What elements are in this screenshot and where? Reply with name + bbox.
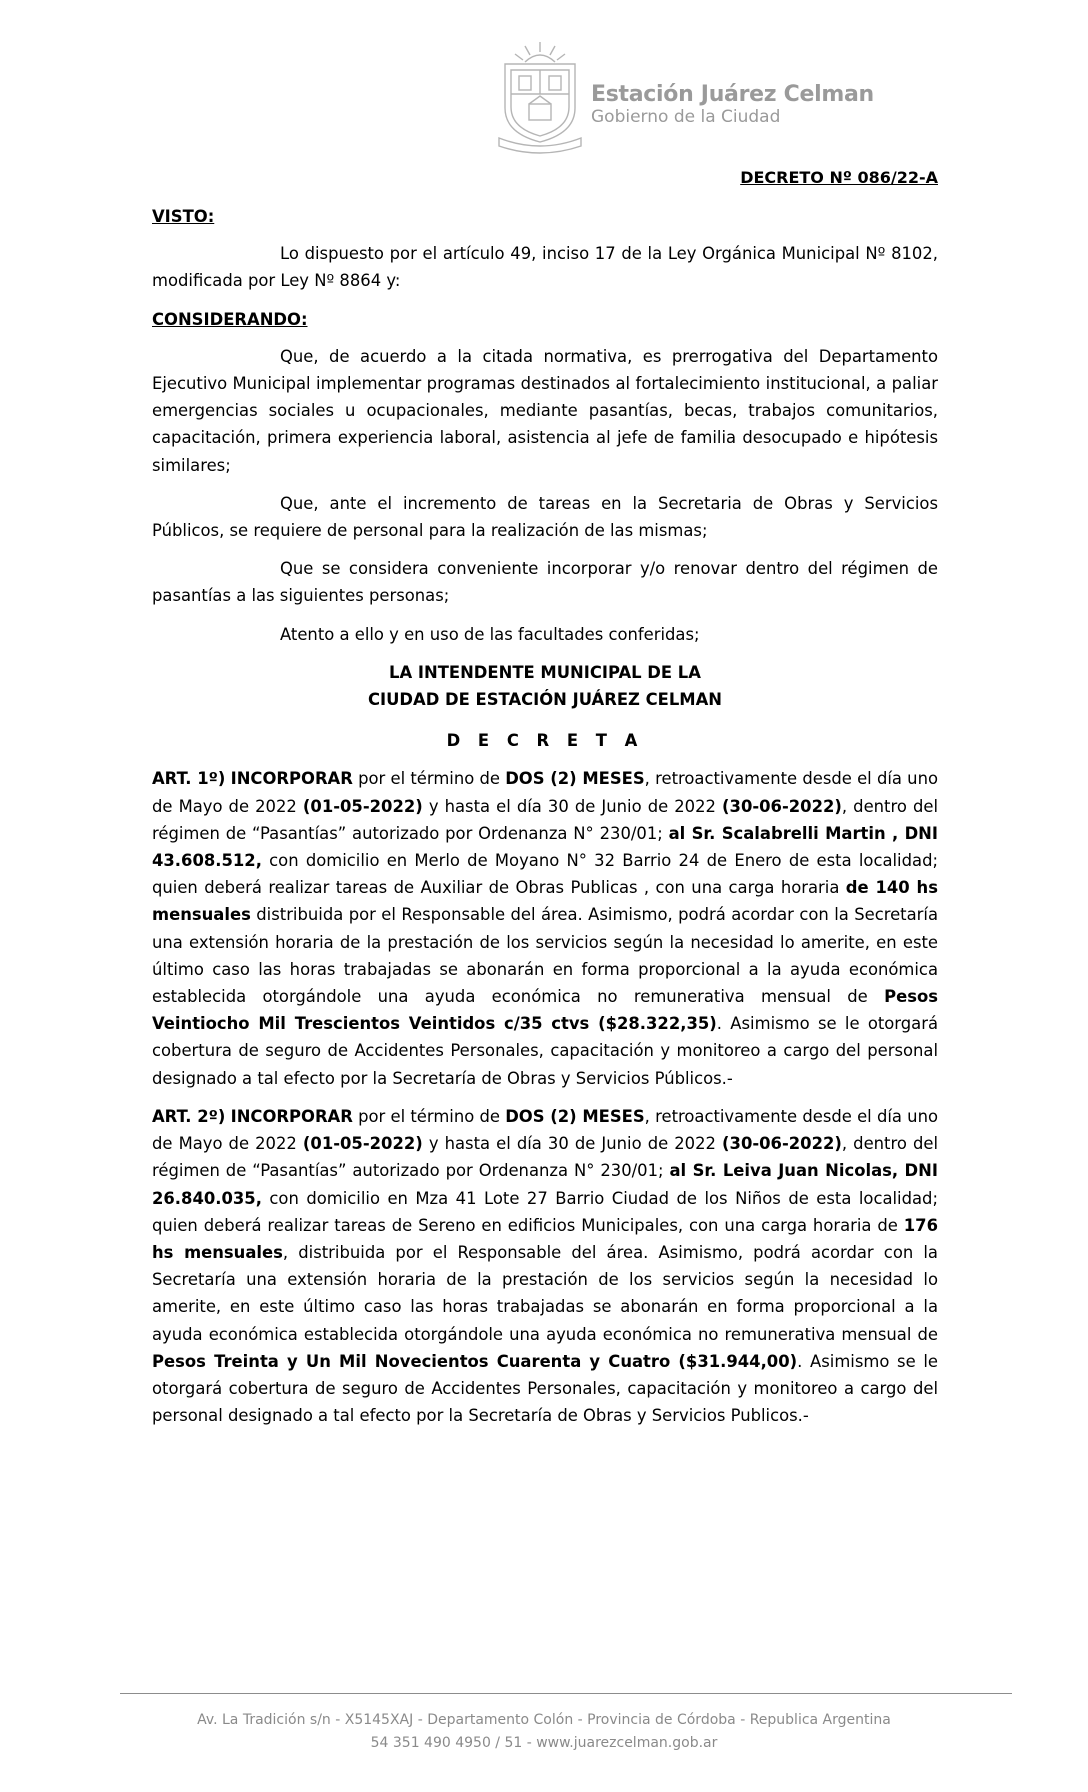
- footer-divider: [120, 1693, 1012, 1694]
- letterhead: [495, 38, 915, 158]
- article-2-person: al Sr. Leiva Juan Nicolas, DNI 26.840.035,: [152, 1161, 938, 1208]
- article-2-label: ART. 2º): [152, 1106, 226, 1126]
- visto-heading: VISTO:: [152, 207, 215, 226]
- brand-name: Estación Juárez Celman: [591, 82, 874, 107]
- considerando-paragraph-3: Que se considera conveniente incorporar y/o renovar dentro del régimen de pasantías a las siguientes personas;: [152, 559, 938, 606]
- considerando-paragraph-4: Atento a ello y en uso de las facultades conferidas;: [280, 624, 700, 644]
- considerando-paragraph-1: Que, de acuerdo a la citada normativa, es prerrogativa del Departamento Ejecutivo Municipal implementar programas destinados al fortalecimiento institucional, a paliar emergencias sociales u ocupacionales, mediante pasantías, becas, trabajos comunitarios, capacitación, primera experiencia laboral, asistencia al jefe de familia desocupado e hipótesis similares;: [152, 346, 938, 475]
- article-1-label: ART. 1º): [152, 769, 226, 789]
- brand-subtitle: Gobierno de la Ciudad: [591, 107, 781, 127]
- article-1: ART. 1º) INCORPORAR por el término de DOS (2) MESES, retroactivamente desde el día uno de Mayo de 2022 (01-05-2022) y hasta el día 30 de Junio de 2022 (30-06-2022), dentro del régimen de “Pasantías” autorizado por Ordenanza N° 230/01; al Sr. Scalabrelli Martin , DNI 43.608.512, con domicilio en Merlo de Moyano N° 32 Barrio 24 de Enero de esta localidad; quien deberá realizar tareas de Auxiliar de Obras Publicas , con una carga horaria de 140 hs mensuales distribuida por el Responsable del área. Asimismo, podrá acordar con la Secretaría una extensión horaria de la prestación de los servicios según la necesidad lo amerite, en este último caso las horas trabajadas se abonarán en forma proporcional a la ayuda económica establecida otorgándole una ayuda económica no remunerativa mensual de Pesos Veintiocho Mil Trescientos Veintidos c/35 ctvs ($28.322,35). Asimismo se le otorgará cobertura de seguro de Accidentes Personales, capacitación y monitoreo a cargo del personal designado a tal efecto por la Secretaría de Obras y Servicios Públicos.-: [152, 769, 938, 1088]
- footer-address: Av. La Tradición s/n - X5145XAJ - Departamento Colón - Provincia de Córdoba - Republica Argentina: [197, 1712, 891, 1728]
- visto-text: Lo dispuesto por el artículo 49, inciso 17 de la Ley Orgánica Municipal Nº 8102, modificada por Ley Nº 8864 y:: [152, 244, 938, 291]
- authority-line-1: LA INTENDENTE MUNICIPAL DE LA: [389, 662, 701, 682]
- document-body: [152, 203, 938, 1429]
- article-1-verb: INCORPORAR: [230, 769, 353, 789]
- article-2: ART. 2º) INCORPORAR por el término de DOS (2) MESES, retroactivamente desde el día uno de Mayo de 2022 (01-05-2022) y hasta el día 30 de Junio de 2022 (30-06-2022), dentro del régimen de “Pasantías” autorizado por Ordenanza N° 230/01; al Sr. Leiva Juan Nicolas, DNI 26.840.035, con domicilio en Mza 41 Lote 27 Barrio Ciudad de los Niños de esta localidad; quien deberá realizar tareas de Sereno en edificios Municipales, con una carga horaria de 176 hs mensuales, distribuida por el Responsable del área. Asimismo, podrá acordar con la Secretaría una extensión horaria de la prestación de los servicios según la necesidad lo amerite, en este último caso las horas trabajadas se abonarán en forma proporcional a la ayuda económica establecida otorgándole una ayuda económica no remunerativa mensual de Pesos Treinta y Un Mil Novecientos Cuarenta y Cuatro ($31.944,00). Asimismo se le otorgará cobertura de seguro de Accidentes Personales, capacitación y monitoreo a cargo del personal designado a tal efecto por la Secretaría de Obras y Servicios Publicos.-: [152, 1106, 939, 1426]
- article-2-amount: Pesos Treinta y Un Mil Novecientos Cuarenta y Cuatro ($31.944,00): [152, 1351, 798, 1371]
- considerando-paragraph-2: Que, ante el incremento de tareas en la Secretaria de Obras y Servicios Públicos, se requiere de personal para la realización de las mismas;: [152, 493, 938, 541]
- article-1-person: al Sr. Scalabrelli Martin , DNI 43.608.512,: [152, 823, 938, 871]
- municipal-seal-icon: [495, 38, 585, 158]
- article-2-verb: INCORPORAR: [230, 1106, 353, 1126]
- authority-line-2: CIUDAD DE ESTACIÓN JUÁREZ CELMAN: [367, 690, 722, 710]
- considerando-heading: CONSIDERANDO:: [152, 309, 308, 329]
- article-1-amount: Pesos Veintiocho Mil Trescientos Veintidos c/35 ctvs ($28.322,35): [152, 987, 938, 1034]
- decreta-heading: D E C R E T A: [446, 731, 644, 751]
- decree-number: DECRETO Nº 086/22-A: [740, 168, 938, 187]
- footer-contact: 54 351 490 4950 / 51 - www.juarezcelman.gob.ar: [370, 1735, 718, 1751]
